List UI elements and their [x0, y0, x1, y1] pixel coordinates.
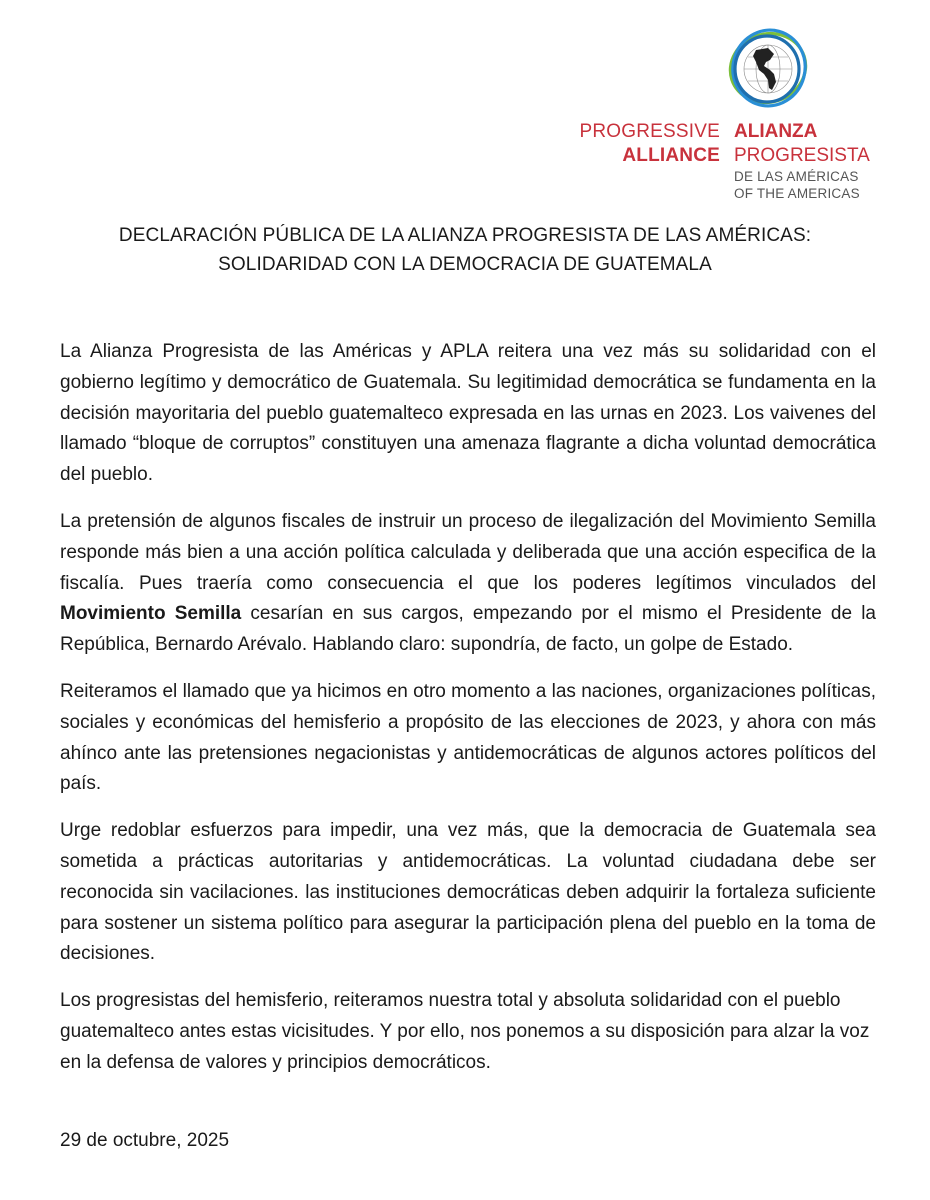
logo-alianza: ALIANZA	[734, 121, 818, 142]
logo-text-spanish	[734, 120, 924, 202]
logo-progresista: PROGRESISTA	[734, 145, 870, 166]
paragraph-2-part-1: La pretensión de algunos fiscales de instruir un proceso de ilegalización del Movimiento Semilla responde más bien a una acción política calculada y deliberada que una acción especifica de la fiscalía. Pues traería como consecuencia el que los poderes legítimos vinculados del	[60, 510, 876, 594]
logo-of-the-americas: OF THE AMERICAS	[734, 186, 860, 201]
paragraph-2	[60, 507, 876, 661]
movimiento-semilla-bold: Movimiento Semilla	[60, 603, 242, 625]
document-date: 29 de octubre, 2025	[60, 1130, 230, 1151]
paragraph-3: Reiteramos el llamado que ya hicimos en otro momento a las naciones, organizaciones políticas, sociales y económicas del hemisferio a propósito de las elecciones de 2023, y ahora con más ahínco ante las pretensiones negacionistas y antidemocráticas de algunos actores políticos del país.	[60, 680, 876, 795]
paragraph-4: Urge redoblar esfuerzos para impedir, una vez más, que la democracia de Guatemala sea sometida a prácticas autoritarias y antidemocráticas. La voluntad ciudadana debe ser reconocida sin vacilaciones. las instituciones democráticas deben adquirir la fortaleza suficiente para sostener un sistema político para asegurar la participación plena del pueblo en la toma de decisiones.	[60, 820, 876, 965]
logo-progressive: PROGRESSIVE	[579, 121, 720, 142]
paragraph-1: La Alianza Progresista de las Américas y APLA reitera una vez más su solidaridad con el gobierno legítimo y democrático de Guatemala. Su legitimidad democrática se fundamenta en la decisión mayoritaria del pueblo guatemalteco expresada en las urnas en 2023. Los vaivenes del llamado “bloque de corruptos” constituyen una amenaza flagrante a dicha voluntad democrática del pueblo.	[60, 341, 876, 486]
title-line-1: DECLARACIÓN PÚBLICA DE LA ALIANZA PROGRESISTA DE LAS AMÉRICAS:	[118, 225, 812, 246]
paragraph-5: Los progresistas del hemisferio, reiteramos nuestra total y absoluta solidaridad con el pueblo guatemalteco antes estas vicisitudes. Y por ello, nos ponemos a su disposición para alzar la voz en la defensa de valores y principios democráticos.	[60, 990, 870, 1073]
logo-text-english	[560, 120, 720, 168]
logo-alliance: ALLIANCE	[622, 145, 720, 166]
document-body	[60, 337, 876, 1095]
document-title	[60, 221, 870, 279]
globe-logo-icon	[726, 26, 810, 110]
paragraph-2-part-2: cesarían en sus cargos, empezando por el mismo el Presidente de la República, Bernardo Arévalo. Hablando claro: supondría, de facto, un golpe de Estado.	[60, 603, 876, 656]
logo-de-las-americas: DE LAS AMÉRICAS	[734, 169, 859, 184]
title-line-2: SOLIDARIDAD CON LA DEMOCRACIA DE GUATEMALA	[218, 254, 712, 275]
